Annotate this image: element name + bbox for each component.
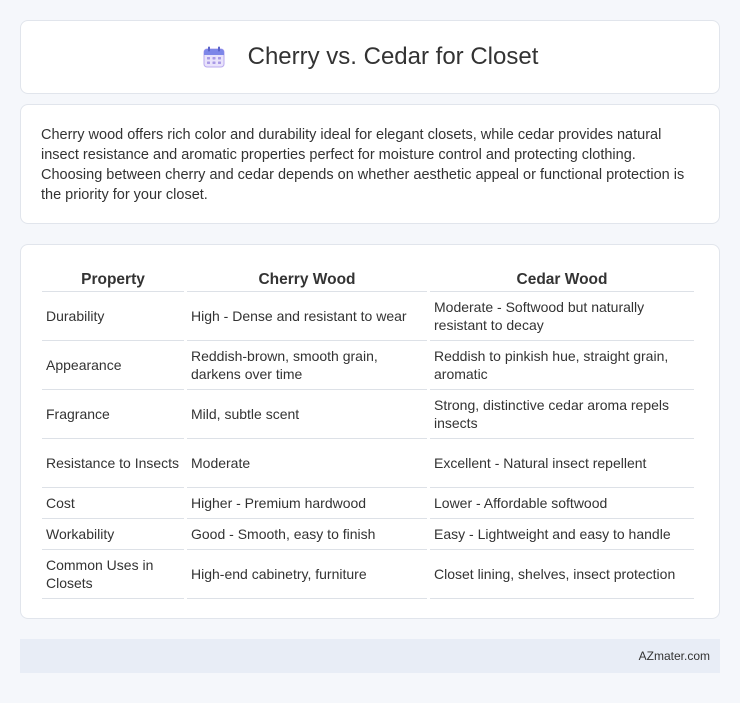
intro-card (20, 104, 720, 224)
table-row (42, 292, 694, 341)
table-cell: Easy - Lightweight and easy to handle (430, 519, 694, 550)
comparison-table (39, 265, 697, 599)
title-card (20, 20, 720, 94)
table-row (42, 439, 694, 488)
table-cell: Cost (42, 488, 184, 519)
table-cell: Fragrance (42, 390, 184, 439)
table-cell: High-end cabinetry, furniture (187, 550, 427, 599)
calendar-icon (202, 45, 226, 69)
comparison-table-card (20, 244, 720, 619)
column-header-property: Property (42, 265, 184, 292)
table-row (42, 519, 694, 550)
table-header-row (42, 265, 694, 292)
table-cell: Strong, distinctive cedar aroma repels insects (430, 390, 694, 439)
footer-brand: AZmater.com (638, 649, 710, 663)
table-cell: Mild, subtle scent (187, 390, 427, 439)
table-cell: Moderate (187, 439, 427, 488)
table-cell: High - Dense and resistant to wear (187, 292, 427, 341)
table-cell: Workability (42, 519, 184, 550)
table-row (42, 550, 694, 599)
table-cell: Good - Smooth, easy to finish (187, 519, 427, 550)
table-row (42, 488, 694, 519)
table-row (42, 390, 694, 439)
column-header-cherry: Cherry Wood (187, 265, 427, 292)
table-cell: Closet lining, shelves, insect protection (430, 550, 694, 599)
table-cell: Appearance (42, 341, 184, 390)
intro-text: Cherry wood offers rich color and durability ideal for elegant closets, while cedar provides natural insect resistance and aromatic properties perfect for moisture control and protecting clothing. Choosing between cherry and cedar depends on whether aesthetic appeal or functional protection is the priority for your closet. (41, 127, 685, 203)
table-cell: Excellent - Natural insect repellent (430, 439, 694, 488)
footer (20, 639, 720, 673)
column-header-cedar: Cedar Wood (430, 265, 694, 292)
table-cell: Higher - Premium hardwood (187, 488, 427, 519)
table-cell: Lower - Affordable softwood (430, 488, 694, 519)
table-cell: Resistance to Insects (42, 439, 184, 488)
table-cell: Reddish to pinkish hue, straight grain, aromatic (430, 341, 694, 390)
page-title: Cherry vs. Cedar for Closet (247, 43, 539, 70)
table-row (42, 341, 694, 390)
table-cell: Common Uses in Closets (42, 550, 184, 599)
table-cell: Durability (42, 292, 184, 341)
table-cell: Moderate - Softwood but naturally resistant to decay (430, 292, 694, 341)
table-cell: Reddish-brown, smooth grain, darkens over time (187, 341, 427, 390)
